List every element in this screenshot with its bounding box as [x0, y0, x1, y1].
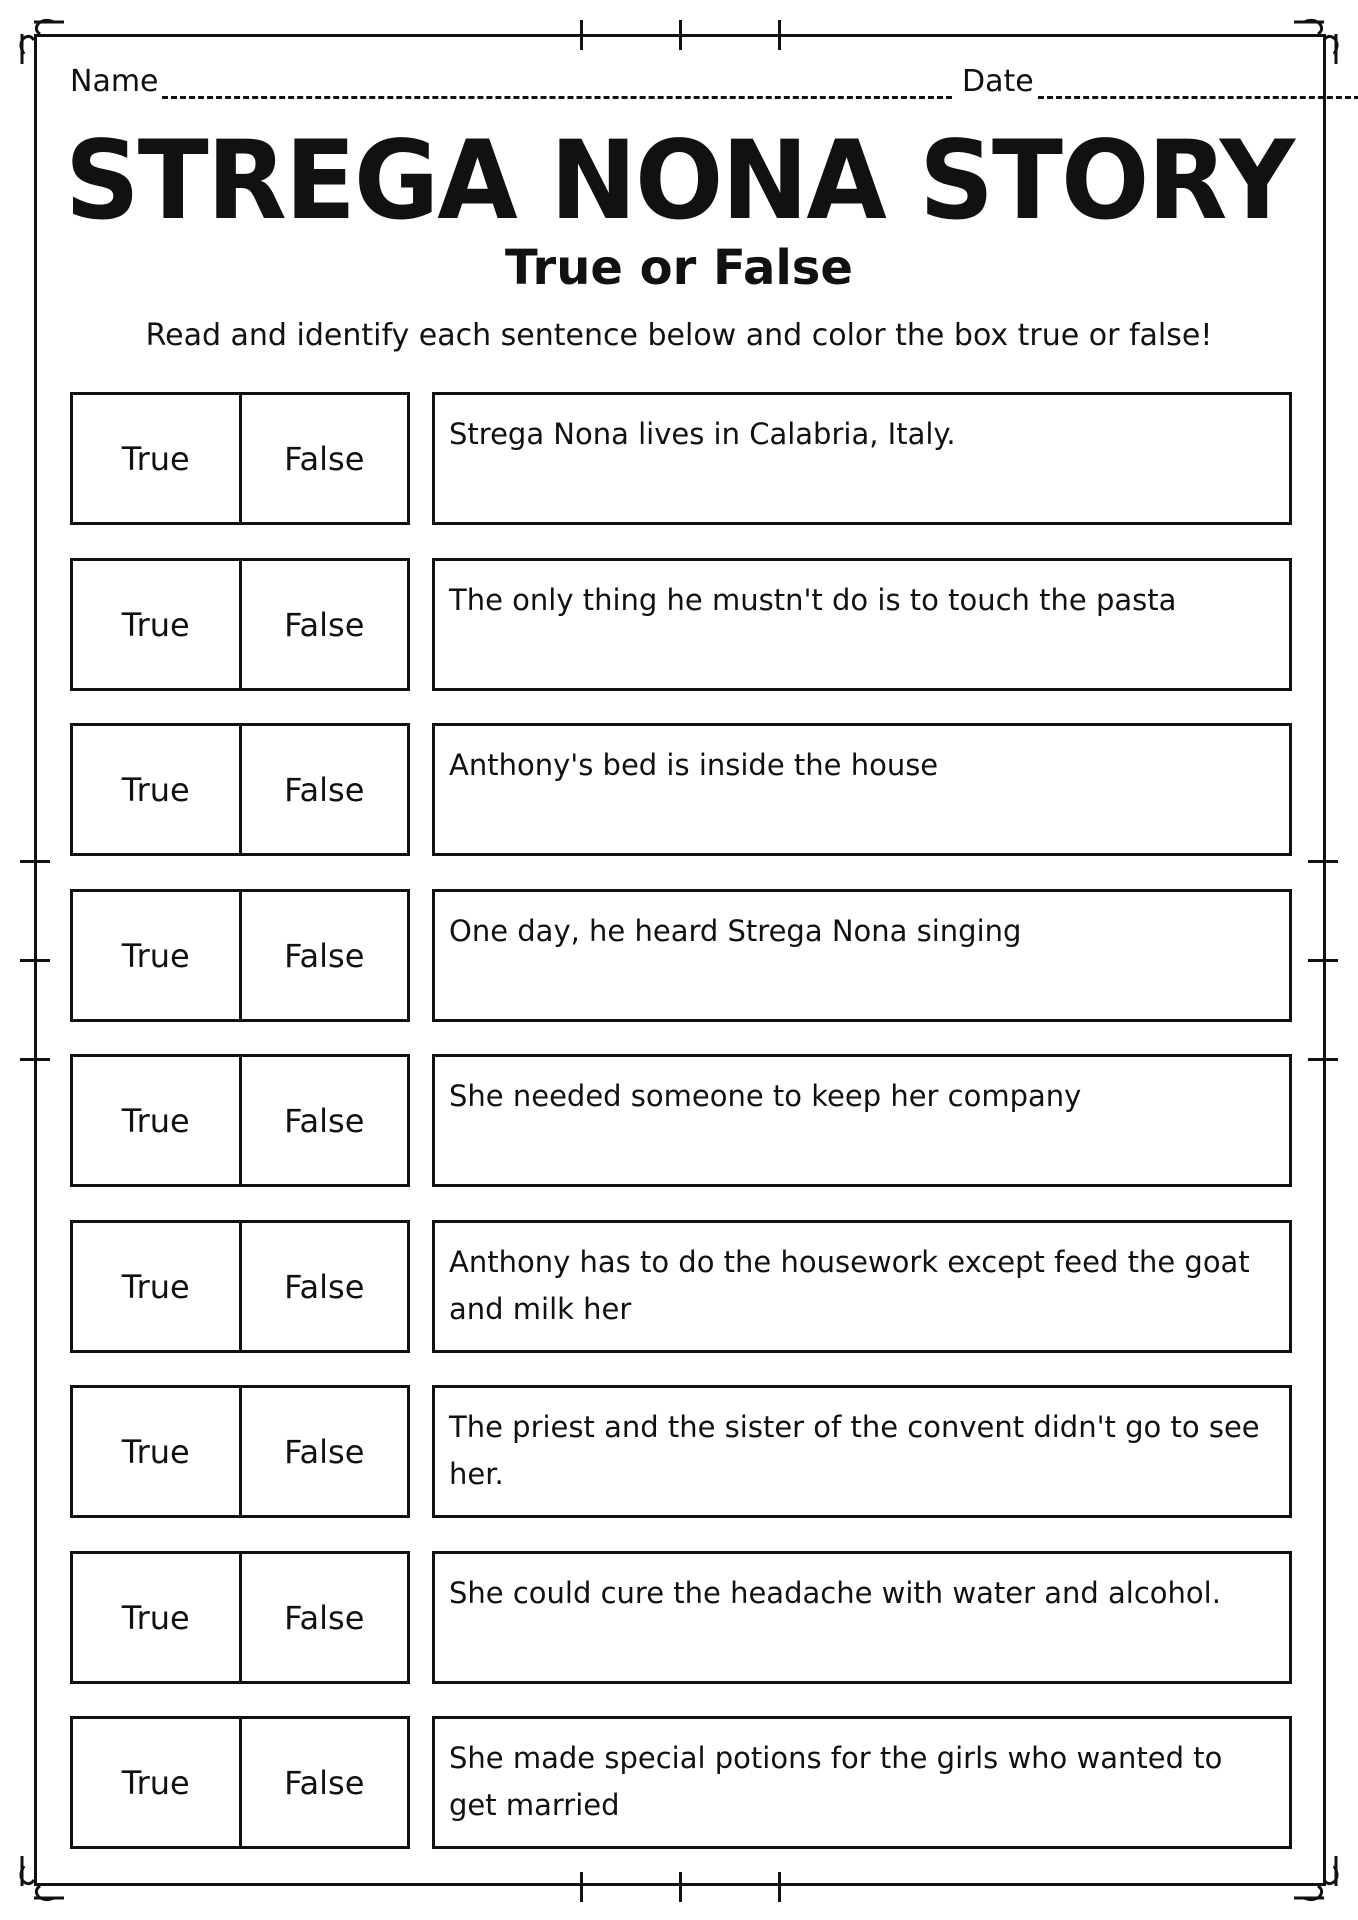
- corner-ornament: [1294, 14, 1344, 64]
- true-option[interactable]: True: [73, 561, 242, 688]
- border-tick: [20, 1058, 50, 1061]
- true-false-box: [70, 392, 410, 525]
- true-false-box: [70, 1716, 410, 1849]
- instructions-text: Read and identify each sentence below and color the box true or false!: [145, 318, 1213, 353]
- true-option[interactable]: True: [73, 395, 242, 522]
- border-tick: [580, 20, 583, 50]
- true-false-box: [70, 889, 410, 1022]
- statement-text: She needed someone to keep her company: [432, 1054, 1292, 1187]
- statement-text: One day, he heard Strega Nona singing: [432, 889, 1292, 1022]
- statement-text: She could cure the headache with water and alcohol.: [432, 1551, 1292, 1684]
- corner-ornament: [14, 14, 64, 64]
- true-false-box: [70, 723, 410, 856]
- border-tick: [778, 1872, 781, 1902]
- false-option[interactable]: False: [284, 936, 365, 975]
- false-option[interactable]: False: [284, 1432, 365, 1471]
- border-tick: [20, 860, 50, 863]
- false-option[interactable]: False: [284, 770, 365, 809]
- false-option[interactable]: False: [284, 1598, 365, 1637]
- worksheet-title: STREGA NONA STORY: [64, 115, 1294, 245]
- statement-text: The priest and the sister of the convent didn't go to see her.: [432, 1385, 1292, 1518]
- question-row: [70, 723, 1288, 856]
- question-row: [70, 1716, 1288, 1849]
- border-tick: [580, 1872, 583, 1902]
- statement-text: The only thing he mustn't do is to touch the pasta: [432, 558, 1292, 691]
- border-tick: [1308, 959, 1338, 962]
- date-field[interactable]: [1038, 96, 1358, 99]
- border-tick: [1308, 1058, 1338, 1061]
- true-false-box: [70, 1385, 410, 1518]
- border-tick: [679, 20, 682, 50]
- corner-ornament: [14, 1856, 64, 1906]
- false-option[interactable]: False: [284, 439, 365, 478]
- worksheet-subtitle: True or False: [505, 240, 853, 296]
- true-option[interactable]: True: [73, 1223, 242, 1350]
- question-row: [70, 558, 1288, 691]
- border-tick: [778, 20, 781, 50]
- false-option[interactable]: False: [284, 605, 365, 644]
- statement-text: Strega Nona lives in Calabria, Italy.: [432, 392, 1292, 525]
- name-date-header: [70, 64, 1292, 104]
- true-option[interactable]: True: [73, 1554, 242, 1681]
- border-tick: [679, 1872, 682, 1902]
- question-row: [70, 889, 1288, 1022]
- true-false-box: [70, 1054, 410, 1187]
- true-option[interactable]: True: [73, 1057, 242, 1184]
- border-tick: [1308, 860, 1338, 863]
- statement-text: Anthony has to do the housework except feed the goat and milk her: [432, 1220, 1292, 1353]
- question-row: [70, 392, 1288, 525]
- false-option[interactable]: False: [284, 1101, 365, 1140]
- question-row: [70, 1220, 1288, 1353]
- true-false-box: [70, 558, 410, 691]
- false-option[interactable]: False: [284, 1267, 365, 1306]
- statement-text: Anthony's bed is inside the house: [432, 723, 1292, 856]
- name-label: Name: [70, 64, 159, 99]
- true-option[interactable]: True: [73, 892, 242, 1019]
- true-false-box: [70, 1551, 410, 1684]
- question-row: [70, 1385, 1288, 1518]
- true-option[interactable]: True: [73, 1388, 242, 1515]
- border-tick: [20, 959, 50, 962]
- question-row: [70, 1054, 1288, 1187]
- statement-text: She made special potions for the girls who wanted to get married: [432, 1716, 1292, 1849]
- name-field[interactable]: [162, 96, 952, 99]
- corner-ornament: [1294, 1856, 1344, 1906]
- false-option[interactable]: False: [284, 1763, 365, 1802]
- true-option[interactable]: True: [73, 726, 242, 853]
- true-false-box: [70, 1220, 410, 1353]
- question-row: [70, 1551, 1288, 1684]
- true-option[interactable]: True: [73, 1719, 242, 1846]
- date-label: Date: [962, 64, 1034, 99]
